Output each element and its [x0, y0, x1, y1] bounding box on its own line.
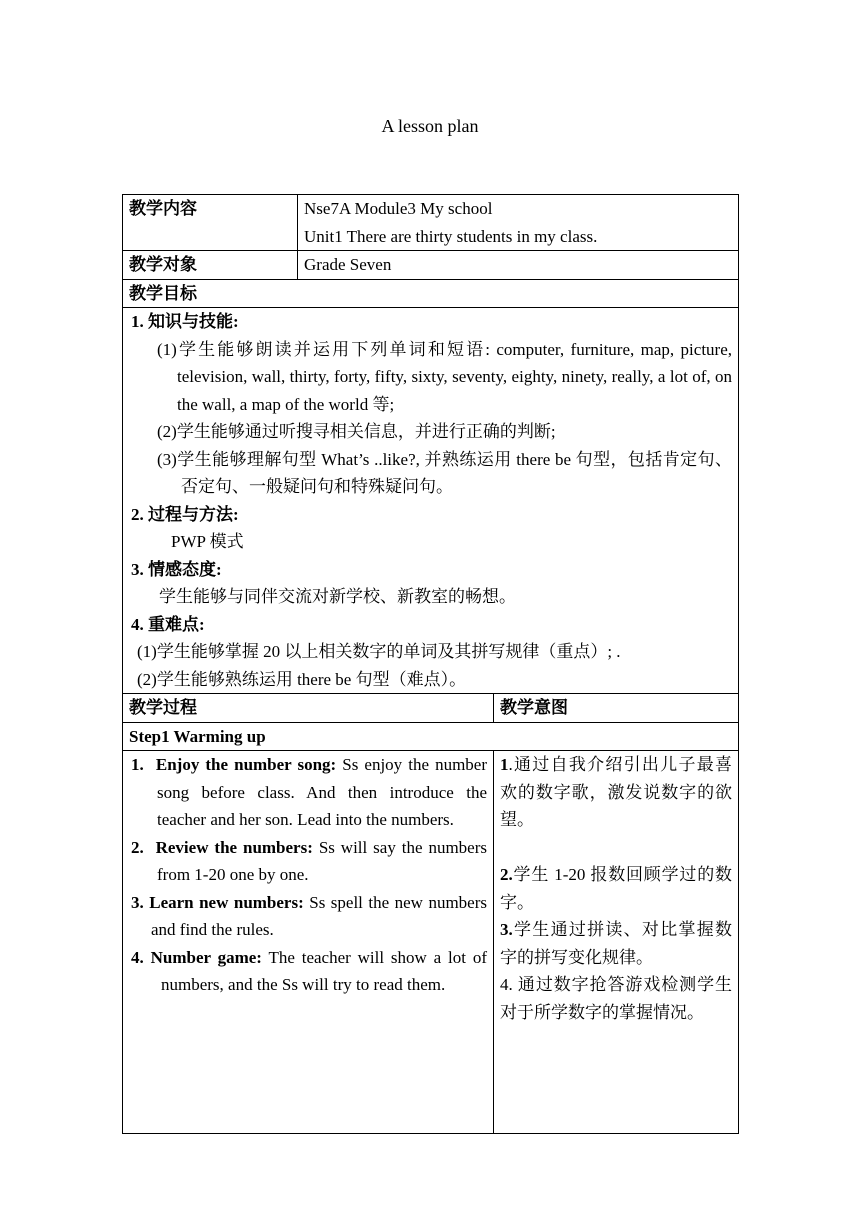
steps-cell [123, 751, 494, 1134]
spacer [500, 834, 732, 862]
content-line-1: Nse7A Module3 My school [304, 199, 493, 218]
intent-3-number: 3. [500, 920, 513, 939]
objectives-body [123, 308, 739, 694]
step-4-title: Number game: [150, 947, 262, 967]
attitude-heading: 3. 情感态度: [131, 559, 222, 579]
content-label: 教学内容 [123, 195, 298, 251]
step-3-text: Ss spell the new numbers and find the rules. [151, 892, 487, 939]
intent-4-text: 通过数字抢答游戏检测学生对于所学数字的掌握情况。 [500, 975, 733, 1022]
step-2-text: Ss will say the numbers from 1-20 one by one. [157, 837, 488, 884]
step-item-1 [129, 751, 487, 834]
page-title: A lesson plan [381, 116, 479, 136]
objectives-header-row [123, 279, 739, 308]
intent-4-number: 4. [500, 975, 513, 994]
audience-label: 教学对象 [123, 251, 298, 280]
skills-heading: 1. 知识与技能: [131, 312, 239, 331]
audience-row [123, 251, 739, 280]
attitude-text: 学生能够与同伴交流对新学校、新教室的畅想。 [159, 587, 516, 606]
step-1-title: Enjoy the number song: [155, 755, 337, 774]
content-line-2: Unit1 There are thirty students in my class. [304, 226, 598, 246]
key-points-heading: 4. 重难点: [131, 614, 205, 634]
objectives-label: 教学目标 [123, 279, 739, 308]
content-row [123, 195, 739, 251]
intent-label: 教学意图 [494, 694, 739, 723]
methods-text: PWP 模式 [171, 532, 244, 551]
intents-cell [494, 751, 739, 1134]
step-2-title: Review the numbers: [155, 837, 313, 857]
audience-value: Grade Seven [298, 251, 739, 280]
step-3-title: Learn new numbers: [149, 892, 304, 912]
skills-item-1: (1)学生能够朗读并运用下列单词和短语: computer, furniture, map, picture, television, wall, thirty, forty, fifty, sixty, seventy, eighty, ninety, really, a lot of, on the wall, a map of the world 等; [157, 339, 733, 414]
step-1-number: 1. [131, 755, 144, 774]
step-item-3 [129, 889, 487, 944]
step-title: Step1 Warming up [123, 722, 739, 751]
step-2-number: 2. [131, 837, 144, 857]
step-title-row [123, 722, 739, 751]
intent-2-number: 2. [500, 865, 513, 884]
process-label: 教学过程 [123, 694, 494, 723]
step-item-4 [129, 944, 487, 999]
lesson-plan-table [122, 194, 739, 1134]
intent-3-text: 学生通过拼读、对比掌握数字的拼写变化规律。 [500, 920, 733, 967]
skills-item-2: (2)学生能够通过听搜寻相关信息，并进行正确的判断; [157, 422, 556, 441]
intent-item-3 [500, 916, 732, 971]
objectives-row [123, 308, 739, 694]
step-item-2 [129, 834, 487, 889]
key-point-1: (1)学生能够掌握 20 以上相关数字的单词及其拼写规律（重点）; . [137, 642, 621, 661]
intent-2-text: 学生 1-20 报数回顾学过的数字。 [500, 865, 733, 912]
intent-1-number: 1 [500, 755, 509, 774]
step-detail-row [123, 751, 739, 1134]
step-4-number: 4. [131, 947, 144, 967]
intent-item-2 [500, 861, 732, 916]
key-point-2: (2)学生能够熟练运用 there be 句型（难点）。 [137, 669, 467, 689]
process-header-row [123, 694, 739, 723]
skills-item-3: (3)学生能够理解句型 What’s ..like?, 并熟练运用 there be 句型，包括肯定句、否定句、一般疑问句和特殊疑问句。 [157, 449, 733, 496]
methods-heading: 2. 过程与方法: [131, 504, 239, 524]
intent-1-text: .通过自我介绍引出儿子最喜欢的数字歌，激发说数字的欲望。 [500, 755, 733, 829]
intent-item-4 [500, 971, 732, 1026]
step-1-text: Ss enjoy the number song before class. And then introduce the teacher and her son. Lead into the numbers. [157, 755, 487, 829]
step-4-text: The teacher will show a lot of numbers, and the Ss will try to read them. [161, 947, 487, 994]
step-3-number: 3. [131, 892, 144, 912]
content-value [298, 195, 739, 251]
intent-item-1 [500, 751, 732, 834]
